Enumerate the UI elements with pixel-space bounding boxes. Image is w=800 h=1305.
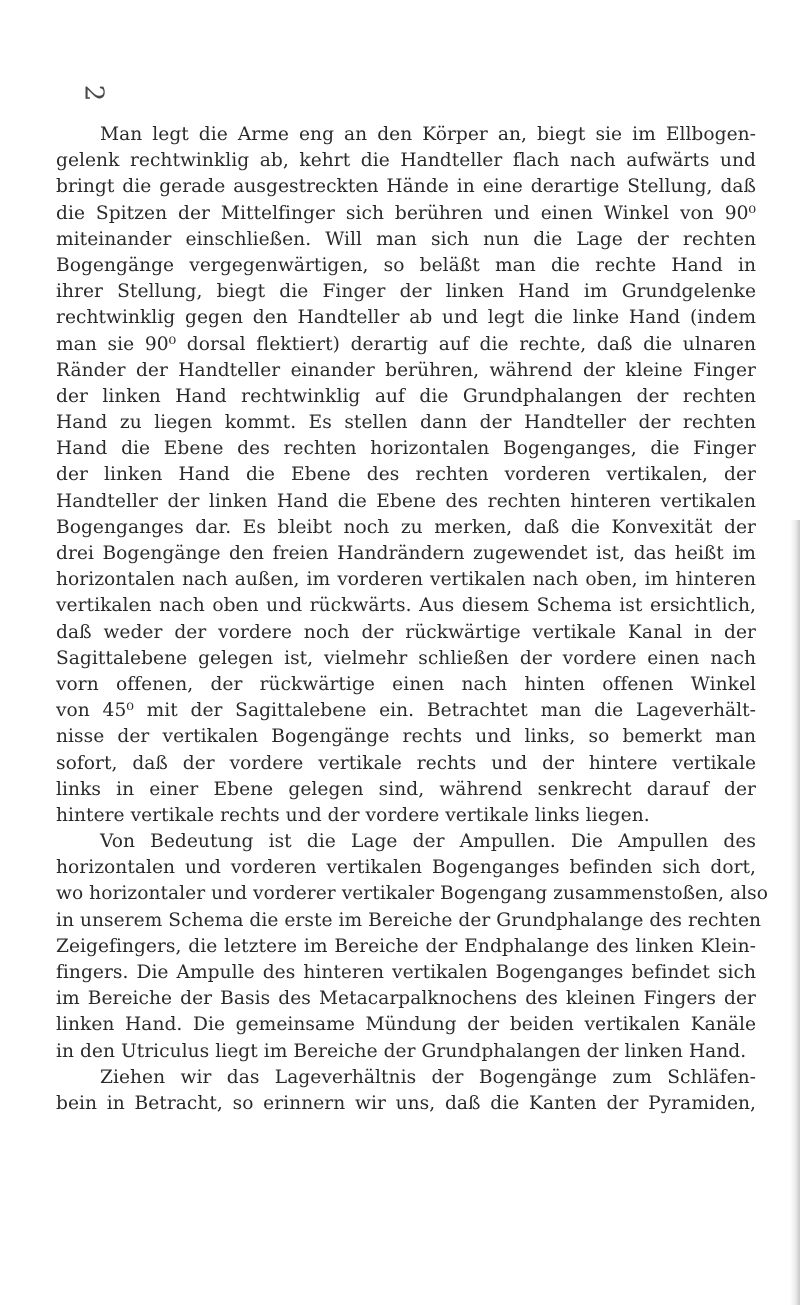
text-line: gelenk rechtwinklig ab, kehrt die Handteller flach nach aufwärts und — [56, 150, 756, 172]
text-line: Bogengänge vergegenwärtigen, so beläßt man die rechte Hand in — [56, 254, 756, 276]
text-line: Sagittalebene gelegen ist, vielmehr schließen der vordere einen nach — [56, 647, 756, 669]
text-line: Zeigefingers, die letztere im Bereiche der Endphalange des linken Klein- — [56, 935, 756, 957]
text-line: drei Bogengänge den freien Handrändern zugewendet ist, das heißt im — [56, 543, 756, 564]
text-line: wo horizontaler und vorderer vertikaler Bogengang zusammenstoßen, also — [56, 883, 769, 905]
text-line: linken Hand. Die gemeinsame Mündung der beiden vertikalen Kanäle — [56, 1014, 756, 1036]
text-line: rechtwinklig gegen den Handteller ab und legt die linke Hand (indem — [56, 307, 756, 329]
text-line: daß weder der vordere noch der rückwärtige vertikale Kanal in der — [56, 621, 756, 643]
text-line: man sie 90⁰ dorsal flektiert) derartig auf die rechte, daß die ulnaren — [56, 333, 756, 355]
text-line: von 45⁰ mit der Sagittalebene ein. Betrachtet man die Lageverhält- — [56, 700, 756, 722]
text-line: fingers. Die Ampulle des hinteren vertikalen Bogenganges befindet sich — [56, 962, 756, 983]
page-number: 2 — [78, 84, 109, 102]
text-line: die Spitzen der Mittelfinger sich berühren und einen Winkel von 90⁰ — [56, 202, 756, 224]
text-line: der linken Hand die Ebene des rechten vorderen vertikalen, der — [56, 464, 756, 486]
page-edge-shadow — [790, 520, 800, 1305]
text-line: sofort, daß der vordere vertikale rechts und der hintere vertikale — [56, 752, 756, 774]
text-line: ihrer Stellung, biegt die Finger der linken Hand im Grundgelenke — [56, 281, 756, 303]
text-line: miteinander einschließen. Will man sich nun die Lage der rechten — [56, 228, 756, 250]
text-line: vertikalen nach oben und rückwärts. Aus diesem Schema ist ersichtlich, — [56, 595, 756, 617]
text-line: Von Bedeutung ist die Lage der Ampullen. Die Ampullen des — [100, 831, 756, 853]
text-line: in unserem Schema die erste im Bereiche der Grundphalange des rechten — [56, 909, 762, 931]
body-text — [56, 122, 769, 1117]
text-line: horizontalen nach außen, im vorderen vertikalen nach oben, im hinteren — [56, 569, 756, 591]
text-line: bringt die gerade ausgestreckten Hände in eine derartige Stellung, daß — [56, 176, 756, 198]
text-line: nisse der vertikalen Bogengänge rechts und links, so bemerkt man — [56, 726, 756, 748]
text-line: Bogenganges dar. Es bleibt noch zu merken, daß die Konvexität der — [56, 516, 756, 538]
text-line: vorn offenen, der rückwärtige einen nach hinten offenen Winkel — [56, 673, 756, 695]
text-line: Man legt die Arme eng an den Körper an, biegt sie im Ellbogen- — [100, 124, 756, 145]
text-line: der linken Hand rechtwinklig auf die Grundphalangen der rechten — [56, 385, 756, 407]
text-line: links in einer Ebene gelegen sind, während senkrecht darauf der — [56, 778, 756, 800]
text-line: Ränder der Handteller einander berühren, während der kleine Finger — [56, 359, 756, 381]
text-line: Hand zu liegen kommt. Es stellen dann der Handteller der rechten — [56, 412, 756, 434]
text-line: hintere vertikale rechts und der vordere vertikale links liegen. — [56, 804, 650, 826]
text-line: im Bereiche der Basis des Metacarpalknochens des kleinen Fingers der — [56, 988, 756, 1010]
text-line: horizontalen und vorderen vertikalen Bogenganges befinden sich dort, — [56, 857, 756, 879]
text-line: Hand die Ebene des rechten horizontalen Bogenganges, die Finger — [56, 438, 756, 460]
text-line: bein in Betracht, so erinnern wir uns, daß die Kanten der Pyramiden, — [56, 1092, 756, 1114]
text-line: in den Utriculus liegt im Bereiche der Grundphalangen der linken Hand. — [56, 1040, 747, 1062]
text-line: Handteller der linken Hand die Ebene des rechten hinteren vertikalen — [56, 490, 756, 512]
text-line: Ziehen wir das Lageverhältnis der Bogengänge zum Schläfen- — [100, 1066, 756, 1088]
